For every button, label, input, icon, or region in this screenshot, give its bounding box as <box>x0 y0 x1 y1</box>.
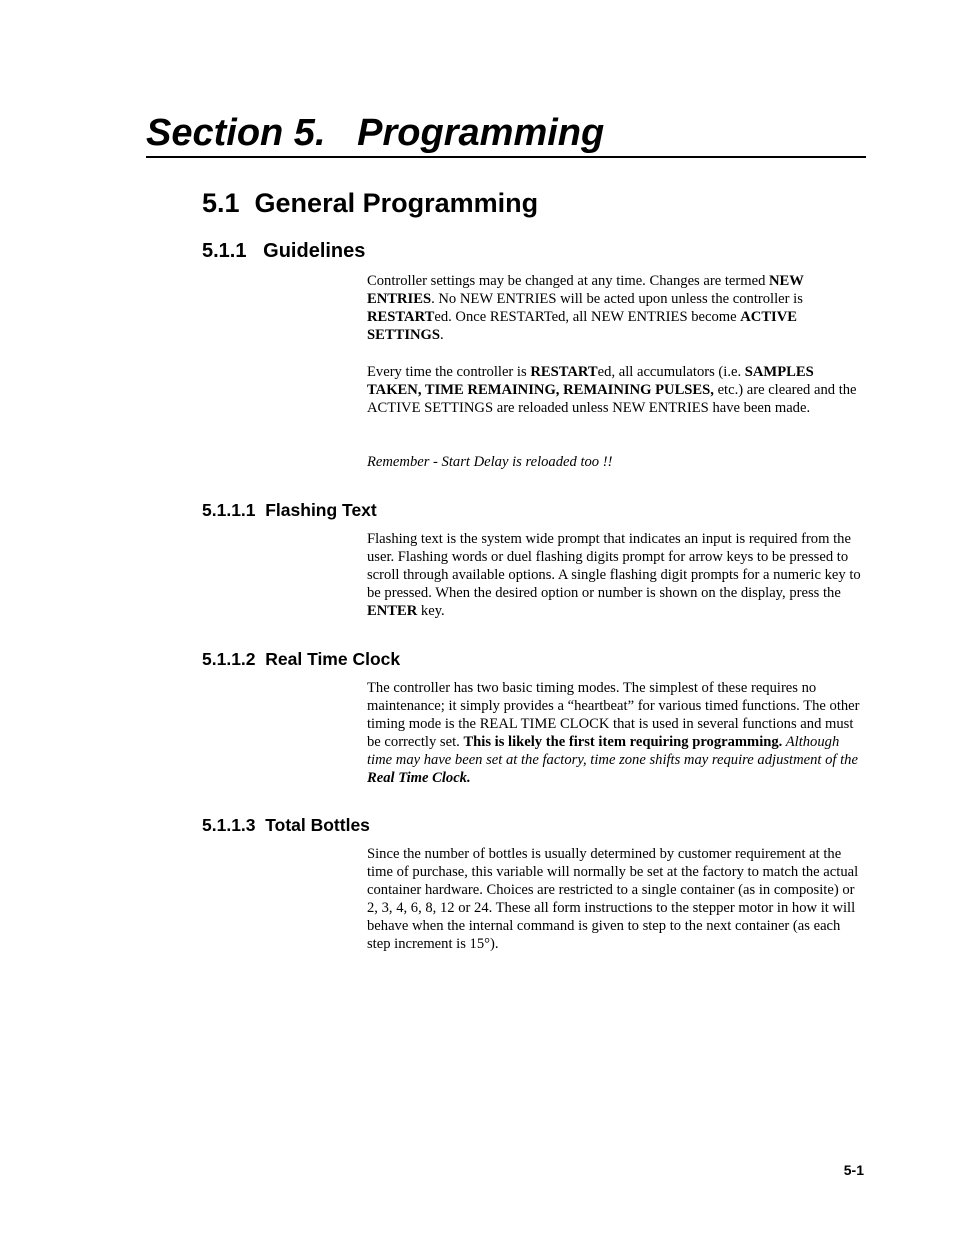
heading-guidelines: 5.1.1 Guidelines <box>202 240 366 262</box>
text-run: ed, all accumulators (i.e. <box>597 364 745 380</box>
bold-italic-real-time-clock <box>367 770 471 786</box>
bold-italic-run: Real Time Clock. <box>367 770 471 787</box>
bold-term-restart: RESTART <box>367 309 435 326</box>
heading-general-programming: 5.1 General Programming <box>202 188 539 218</box>
italic-time-zone-note: Although time may have been set at the factory, time zone shifts may require adjustment of the <box>367 734 858 769</box>
text-run: The controller has two basic timing modes. The simplest of these requires no maintenance; it simply provides a “heartbeat” for various timed functions. The other timing mode is the REAL TIME CLOCK that is used in several functions and must be correctly set. <box>367 680 860 751</box>
text-run: Every time the controller is <box>367 364 531 380</box>
text-run: Flashing text is the system wide prompt that indicates an input is required from the user. Flashing words or duel flashing digits prompt for arrow keys to be pressed to scroll through available options. A single flashing digit prompts for a numeric key to be pressed. When the desired option or number is shown on the display, press the <box>367 531 861 602</box>
bold-first-item-note: This is likely the first item requiring programming. <box>463 734 783 751</box>
guidelines-paragraph-2 <box>367 363 864 417</box>
guidelines-note <box>367 453 864 471</box>
section-title: Section 5. Programming <box>146 112 605 154</box>
bold-term-enter: ENTER <box>367 603 418 620</box>
text-run: ed. Once RESTARTed, all NEW ENTRIES become <box>434 309 741 326</box>
italic-reminder: Remember - Start Delay is reloaded too !! <box>367 454 613 470</box>
text-run: etc.) are cleared and the ACTIVE SETTINGS are reloaded unless NEW ENTRIES have been made. <box>367 382 857 417</box>
text-run: key. <box>417 603 445 620</box>
bold-term-restart: RESTART <box>530 364 598 380</box>
heading-total-bottles: 5.1.1.3 Total Bottles <box>202 815 370 835</box>
bold-term-new-entries: NEW ENTRIES <box>367 273 804 308</box>
page-number: 5-1 <box>843 1162 864 1178</box>
flashing-text-paragraph <box>367 530 864 620</box>
heading-real-time-clock: 5.1.1.2 Real Time Clock <box>202 649 401 669</box>
heading-flashing-text: 5.1.1.1 Flashing Text <box>202 500 377 520</box>
real-time-clock-paragraph <box>367 679 864 788</box>
bold-term-active-settings: ACTIVE SETTINGS <box>367 309 798 344</box>
text-run: . No NEW ENTRIES will be acted upon unless the controller is <box>431 291 803 308</box>
text-run: Controller settings may be changed at any time. Changes are termed <box>367 273 770 289</box>
guidelines-paragraph-1 <box>367 272 864 344</box>
text-run: . <box>440 327 444 344</box>
section-title-rule <box>146 156 866 158</box>
bold-term-accumulators: SAMPLES TAKEN, TIME REMAINING, REMAINING PULSES, <box>367 364 814 399</box>
total-bottles-paragraph: Since the number of bottles is usually determined by customer requirement at the time of purchase, this variable will normally be set at the factory to match the actual container hardware. Choices are restricted to a single container (as in composite) or 2, 3, 4, 6, 8, 12 or 24. These all form instructions to the stepper motor in how it will behave when the internal command is given to step to the next container (as each step increment is 15°). <box>367 846 859 953</box>
